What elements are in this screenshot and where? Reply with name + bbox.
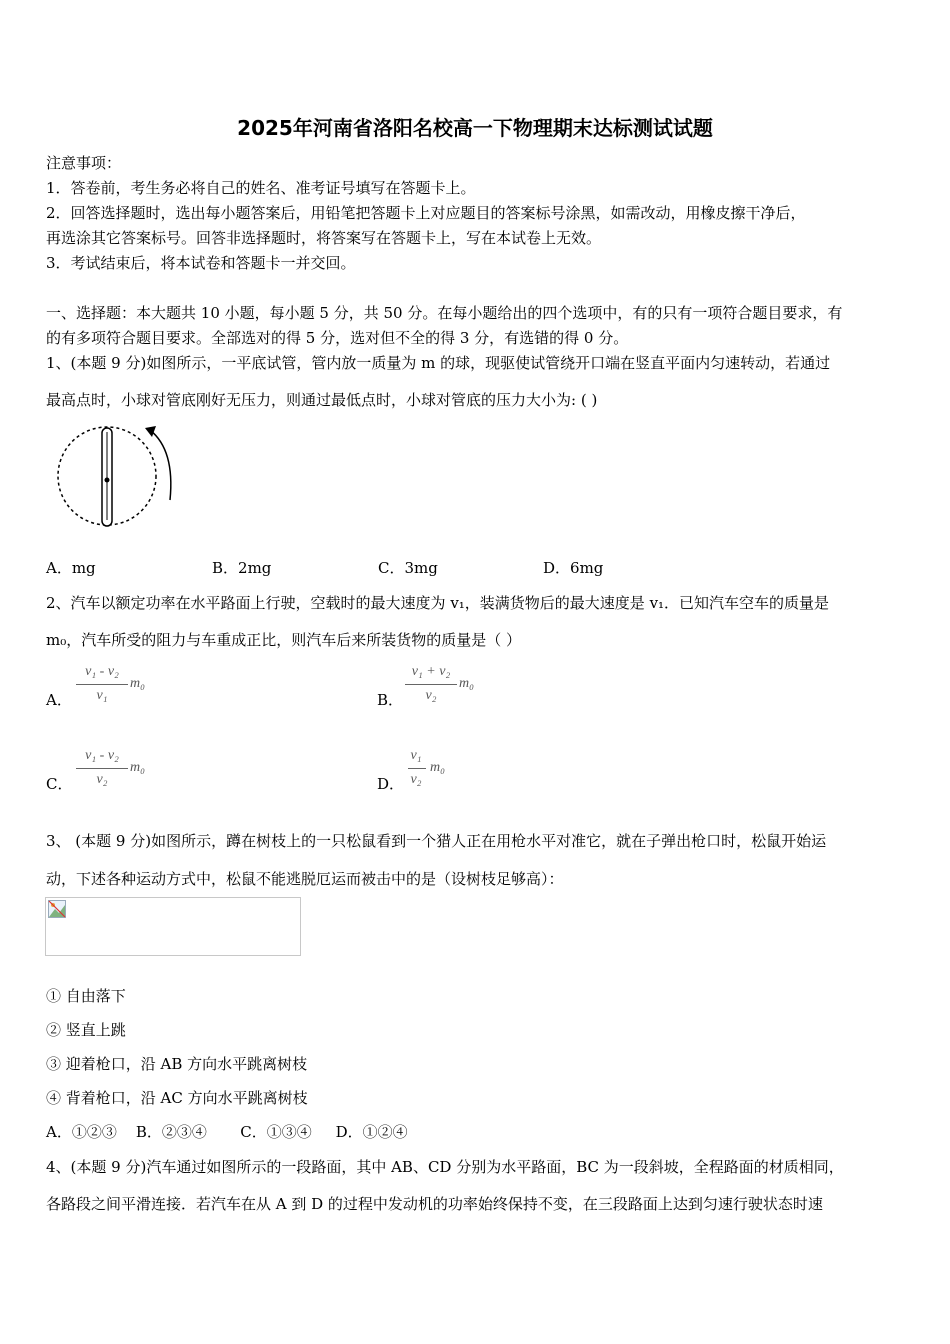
notice-item: 1．答卷前，考生务必将自己的姓名、准考证号填写在答题卡上。 [46,179,476,197]
notice-item: 2．回答选择题时，选出每小题答案后，用铅笔把答题卡上对应题目的答案标号涂黑，如需改动，用橡皮擦干净后， [46,204,806,222]
fraction-bar [405,684,457,685]
q2-option-a-label: A． [46,691,72,709]
q3-item-3: ③ 迎着枪口，沿 AB 方向水平跳离树枝 [46,1055,308,1073]
notice-item: 3．考试结束后，将本试卷和答题卡一并交回。 [46,254,356,272]
broken-image-icon [48,900,66,918]
question-4-text-cont: 各路段之间平滑连接．若汽车在从 A 到 D 的过程中发动机的功率始终保持不变，在三段路面上达到匀速行驶状态时速 [46,1195,823,1213]
question-1-text: 1、(本题 9 分)如图所示，一平底试管，管内放一质量为 m 的球，现驱使试管绕开口端在竖直平面内匀速转动，若通过 [46,354,831,372]
question-3-text-cont: 动，下述各种运动方式中，松鼠不能逃脱厄运而被击中的是（设树枝足够高）： [46,870,564,888]
fraction-bar [76,768,128,769]
q1-option-d: D．6mg [543,559,604,577]
question-3-text: 3、 (本题 9 分)如图所示，蹲在树枝上的一只松鼠看到一个猎人正在用枪水平对准它，就在子弹出枪口时，松鼠开始运 [46,832,827,850]
fraction-bar [408,768,426,769]
question-4-text: 4、(本题 9 分)汽车通过如图所示的一段路面，其中 AB、CD 分别为水平路面，BC 为一段斜坡，全程路面的材质相同， [46,1158,844,1176]
notice-heading: 注意事项： [46,154,122,172]
notice-item: 再选涂其它答案标号。回答非选择题时，将答案写在答题卡上，写在本试卷上无效。 [46,229,602,247]
q3-options: A．①②③ B．②③④ C．①③④ D．①②④ [46,1123,408,1141]
mass-symbol: m₀ [130,760,145,775]
rotation-arrow-head [145,426,156,437]
mass-symbol: m₀ [430,760,445,775]
rotation-arrow-arc [150,430,171,500]
rotating-tube-figure [50,420,180,532]
fraction-denominator: v₂ [410,772,422,787]
fraction-denominator: v₁ [96,688,108,703]
question-1-text-cont: 最高点时，小球对管底刚好无压力，则通过最低点时，小球对管底的压力大小为: ( ) [46,391,598,409]
question-2-text-cont: m₀，汽车所受的阻力与车重成正比，则汽车后来所装货物的质量是（ ） [46,631,522,649]
q2-option-b-label: B． [377,691,404,709]
q3-item-4: ④ 背着枪口，沿 AC 方向水平跳离树枝 [46,1089,308,1107]
fraction-numerator: v₁ - v₂ [85,664,119,679]
q2-option-d-label: D． [377,775,405,793]
q1-option-b: B．2mg [212,559,272,577]
q2-option-c-label: C． [46,775,73,793]
fraction-bar [76,684,128,685]
section-heading-cont: 的有多项符合题目要求。全部选对的得 5 分，选对但不全的得 3 分，有选错的得 0 分。 [46,329,629,347]
fraction-numerator: v₁ - v₂ [85,748,119,763]
section-heading: 一、选择题：本大题共 10 小题，每小题 5 分，共 50 分。在每小题给出的四个选项中，有的只有一项符合题目要求，有 [46,304,843,322]
q1-option-a: A．mg [46,559,96,577]
fraction-denominator: v₂ [96,772,108,787]
fraction-numerator: v₁ [410,748,422,763]
fraction-denominator: v₂ [425,688,437,703]
mass-symbol: m₀ [130,676,145,691]
question-2-text: 2、汽车以额定功率在水平路面上行驶，空载时的最大速度为 v₁，装满货物后的最大速度是 v₁．已知汽车空车的质量是 [46,594,830,612]
q3-item-1: ① 自由落下 [46,987,126,1005]
ball-dot [105,478,110,483]
q3-item-2: ② 竖直上跳 [46,1021,126,1039]
mass-symbol: m₀ [459,676,474,691]
page-title: 2025年河南省洛阳名校高一下物理期末达标测试试题 [237,116,713,140]
fraction-numerator: v₁ + v₂ [411,664,451,679]
squirrel-figure-placeholder [45,897,301,956]
q1-option-c: C．3mg [378,559,438,577]
